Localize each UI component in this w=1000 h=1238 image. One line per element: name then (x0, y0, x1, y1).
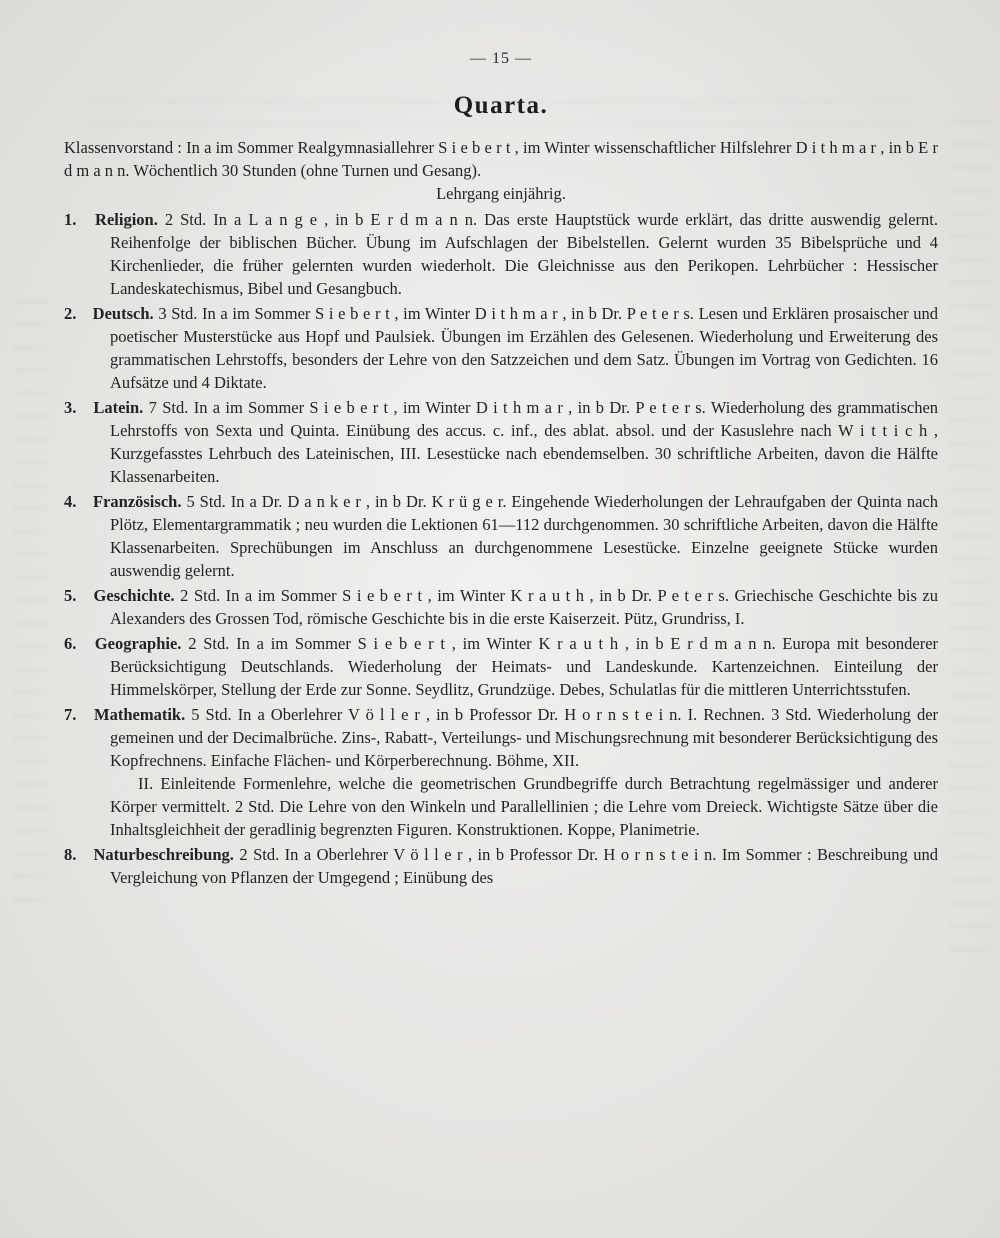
entry-subject: Naturbeschreibung. (93, 845, 234, 864)
entry-number: 7. (64, 705, 77, 724)
entry-subject: Mathematik. (94, 705, 186, 724)
entry-number: 1. (64, 210, 77, 229)
entry-text: 7 Std. In a im Sommer S i e b e r t , im Winter D i t h m a r , in b Dr. P e t e r s. Wiederholung des grammatischen Lehrstoffs von Sexta und Quinta. Einübung des accus. c. inf., des ablat. absol. und der Kasuslehre nach W i t t i c h , Kurzgefasstes Lehrbuch des Lateinischen, III. Lesestücke nach ebendemselben. 30 schriftliche Arbeiten, davon die Hälfte Klassenarbeiten. (110, 398, 939, 486)
entry-latein (64, 396, 938, 488)
entry-subject: Religion. (95, 210, 158, 229)
entry-subject: Geschichte. (93, 586, 175, 605)
bleedthrough-smudge (950, 120, 990, 960)
entry-number: 5. (64, 586, 77, 605)
entry-subject: Deutsch. (92, 304, 154, 323)
entry-subject: Französisch. (92, 492, 182, 511)
entry-text: 2 Std. In a L a n g e , in b E r d m a n n. Das erste Hauptstück wurde erklärt, das dritte auswendig gelernt. Reihenfolge der biblischen Bücher. Übung im Aufschlagen der Bibelstellen. Gelernt wurden 35 Bibelsprüche und 4 Kirchenlieder, die früher gelernten wurden wiederholt. Die Gleichnisse aus den Perikopen. Lehrbücher : Hessischer Landeskatechismus, Bibel und Gesangbuch. (110, 210, 939, 298)
intro-subline: Lehrgang einjährig. (436, 184, 566, 203)
entry-text-continued: II. Einleitende Formenlehre, welche die geometrischen Grundbegriffe durch Betrachtung regelmässiger und anderer Körper vermittelt. 2 Std. Die Lehre von den Winkeln und Parallellinien ; die Lehre vom Dreieck. Wichtigste Sätze über die Inhaltsgleichheit der geradlinig begrenzten Figuren. Konstruktionen. Koppe, Planimetrie. (110, 774, 938, 839)
entry-text: 3 Std. In a im Sommer S i e b e r t , im Winter D i t h m a r , in b Dr. P e t e r s. Lesen und Erklären prosaischer und poetischer Musterstücke aus Hopf und Paulsiek. Übungen im Erzählen des Gelesenen. Wiederholung und Erweiterung des grammatischen Lehrstoffs, besonders der Lehre von den Satzzeichen und dem Satz. Übungen im Vortrag von Gedichten. 16 Aufsätze und 4 Diktate. (110, 304, 939, 392)
page-number: — 15 — (470, 50, 532, 67)
intro-paragraph: Klassenvorstand : In a im Sommer Realgymnasiallehrer S i e b e r t , im Winter wissenschaftlicher Hilfslehrer D i t h m a r , in b E r d m a n n. Wöchentlich 30 Stunden (ohne Turnen und Gesang). (64, 138, 938, 180)
entry-number: 8. (64, 845, 77, 864)
entry-number: 2. (64, 304, 77, 323)
entry-religion (64, 208, 938, 300)
entry-naturbeschreibung (64, 843, 938, 889)
entry-number: 6. (64, 634, 77, 653)
entry-subject: Latein. (93, 398, 144, 417)
entry-text: 5 Std. In a Oberlehrer V ö l l e r , in b Professor Dr. H o r n s t e i n. I. Rechnen. 3 Std. Wiederholung der gemeinen und der Decimalbrüche. Zins-, Rabatt-, Verteilungs- und Mischungsrechnung mit besonderer Berücksichtigung des Kopfrechnens. Einfache Flächen- und Körperberechnung. Böhme, XII. (110, 705, 939, 770)
entry-geographie (64, 632, 938, 701)
entry-franzoesisch (64, 490, 938, 582)
entry-number: 3. (64, 398, 77, 417)
entry-number: 4. (64, 492, 77, 511)
entry-deutsch (64, 302, 938, 394)
entry-text: 2 Std. In a Oberlehrer V ö l l e r , in b Professor Dr. H o r n s t e i n. Im Sommer : Beschreibung und Vergleichung von Pflanzen der Umgegend ; Einübung des (110, 845, 938, 887)
bleedthrough-smudge (14, 300, 48, 920)
entry-text: 2 Std. In a im Sommer S i e b e r t , im Winter K r a u t h , in b E r d m a n n. Europa mit besonderer Berücksichtigung Deutschlands. Wiederholung der Heimats- und Landeskunde. Kartenzeichnen. Einteilung der Himmelskörper, Stellung der Erde zur Sonne. Seydlitz, Grundzüge. Debes, Schulatlas für die mittleren Unterrichtsstufen. (110, 634, 939, 699)
entry-text: 5 Std. In a Dr. D a n k e r , in b Dr. K r ü g e r. Eingehende Wiederholungen der Lehraufgaben der Quinta nach Plötz, Elementargrammatik ; neu wurden die Lektionen 61—112 durchgenommen. 30 schriftliche Arbeiten, davon die Hälfte Klassenarbeiten. Sprechübungen im Anschluss an durchgenommene Lesestücke. Einzelne geeignete Stücke wurden auswendig gelernt. (110, 492, 938, 580)
entry-subject: Geographie. (94, 634, 182, 653)
entry-mathematik (64, 703, 938, 841)
entry-geschichte (64, 584, 938, 630)
entry-text: 2 Std. In a im Sommer S i e b e r t , im Winter K r a u t h , in b Dr. P e t e r s. Griechische Geschichte bis zu Alexanders des Grossen Tod, römische Geschichte bis in die erste Kaiserzeit. Pütz, Grundriss, I. (110, 586, 939, 628)
page-title: Quarta. (453, 92, 549, 119)
